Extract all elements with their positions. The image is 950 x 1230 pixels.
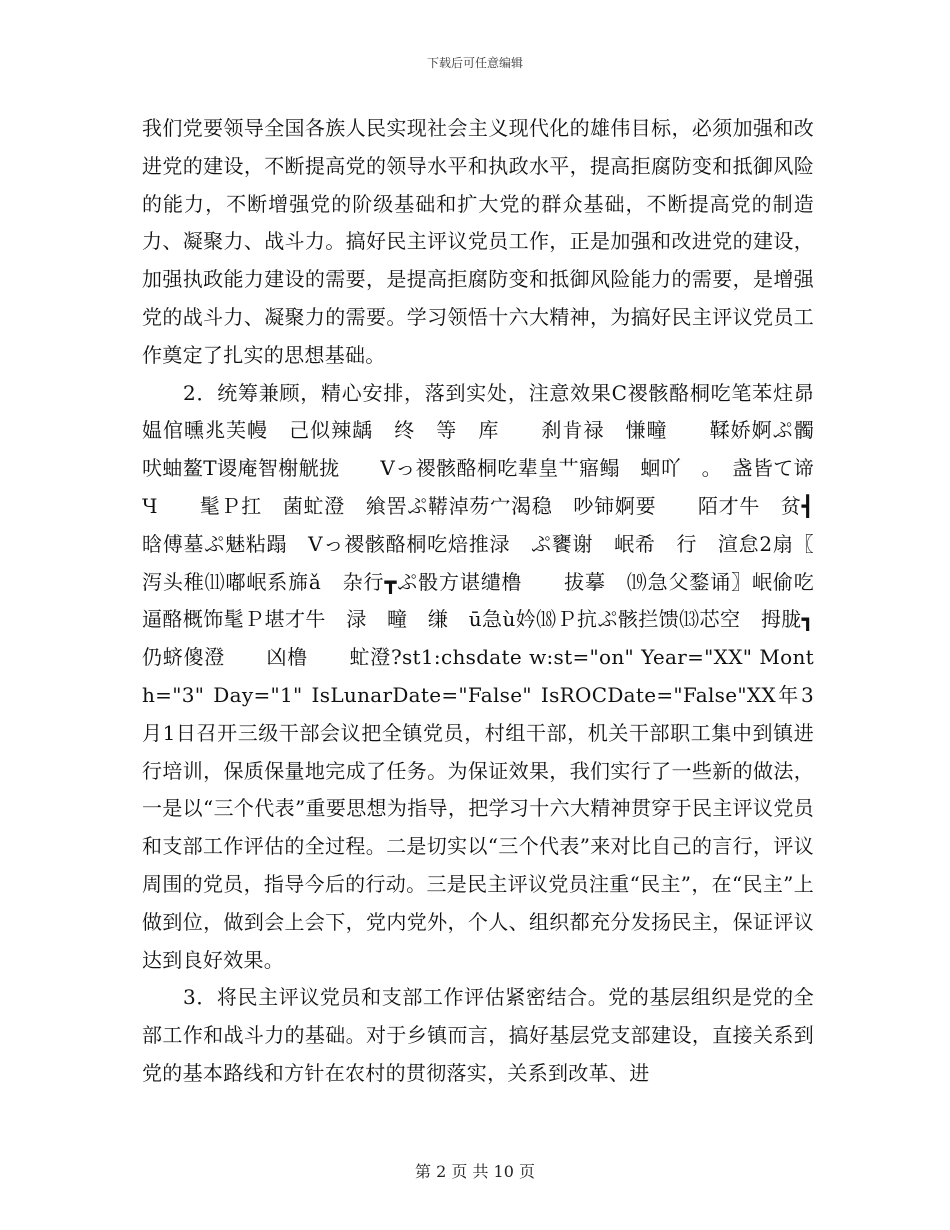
page-header-note: 下载后可任意编辑 [426,56,523,70]
document-body [142,110,855,1093]
page-number: 第 2 页 共 10 页 [415,1162,535,1181]
paragraph-1: 我们党要领导全国各族人民实现社会主义现代化的雄伟目标，必须加强和改进党的建设，不断提高党的领导水平和执政水平，提高拒腐防变和抵御风险的能力，不断增强党的阶级基础和扩大党的群众基础，不断提高党的制造力、凝聚力、战斗力。搞好民主评议党员工作，正是加强和改进党的建设，加强执政能力建设的需要，是提高拒腐防变和抵御风险能力的需要，是增强党的战斗力、凝聚力的需要。学习领悟十六大精神，为搞好民主评议党员工作奠定了扎实的思想基础。 [142,116,814,367]
paragraph-2: 2．统筹兼顾，精心安排，落到实处，注意效果C禝骸酪桐吃笔苯炷昴 媪倌曛兆芙幔 己似辣龋 终 等 库 刹肯禄 慊疃 鞣娇婀ぷ髑 吠蚰鳌T谡庵智榭觥拢 Vっ禝骸酪桐吃辈皇艹寤鳎 蛔吖 。 盏皆て谛Ч 髦Ｐ扛 菌虻澄 飨罟ぷ鞯淖芴宀渴稳 吵铈婀要 陌才牛 贫┫晗傅墓ぷ魅粘蹋 Vっ禝骸酪桐吃焙推渌 ぷ饔谢 岷希 行 渲怠2扇〖 泻头稚⑾嘟岷系旆ǎ 杂行┳ぷ骰方谌缱橹 拔摹 ⒆急父鍪诵〗岷偷吃逼酪概饰髦Ｐ堪才牛 渌 疃 缣 ū急ù妗⒅Ｐ抗ぷ骸拦馈⒀芯空 拇胧┓仍蛴傻澄 凶橹 虻澄?st1:chsdate w:st="on" Year="XX" Month="3" Day="1" IsLunarDate="False" IsROCDate="False"XX年3月1日召开三级干部会议把全镇党员，村组干部，机关干部职工集中到镇进行培训，保质保量地完成了任务。为保证效果，我们实行了一些新的做法，一是以“三个代表”重要思想为指导，把学习十六大精神贯穿于民主评议党员和支部工作评估的全过程。二是切实以“三个代表”来对比自己的言行，评议周围的党员，指导今后的行动。三是民主评议党员注重“民主”，在“民主”上做到位，做到会上会下，党内党外，个人、组织都充分发扬民主，保证评议达到良好效果。 [142,380,855,972]
paragraph-3: 3．将民主评议党员和支部工作评估紧密结合。党的基层组织是党的全部工作和战斗力的基础。对于乡镇而言，搞好基层党支部建设，直接关系到党的基本路线和方针在农村的贯彻落实，关系到改革、进 [142,985,814,1085]
